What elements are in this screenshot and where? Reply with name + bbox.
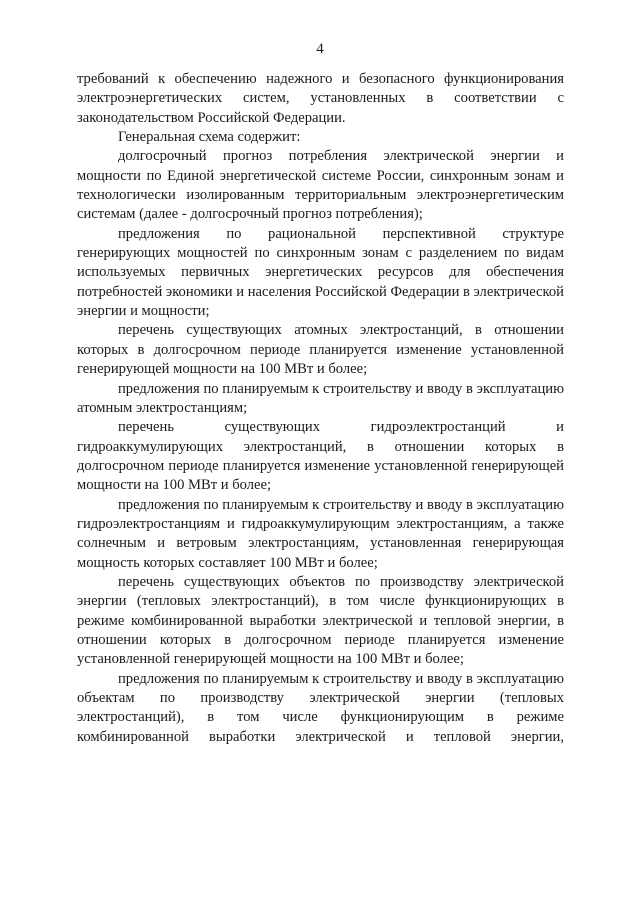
- paragraph-planned-hydro-solar-wind: предложения по планируемым к строительству и вводу в эксплуатацию гидроэлектростанциям и гидроаккумулирующим электростанциям, а также солнечным и ветровым электростанциям, установленная генерирующая мощность которых составляет 100 МВт и более;: [77, 496, 564, 571]
- paragraph-existing-hydro: перечень существующих гидроэлектростанций и гидроаккумулирующих электростанций, в отношении которых в долгосрочном периоде планируется изменение установленной генерирующей мощности на 100 МВт и более;: [77, 419, 564, 494]
- paragraph-planned-thermal: предложения по планируемым к строительству и вводу в эксплуатацию объектам по производству электрической энергии (тепловых электростанций), в том числе функционирующим в режиме комбинированной выработки электрической и тепловой энергии,: [77, 670, 564, 745]
- paragraph-generation-structure: предложения по рациональной перспективной структуре генерирующих мощностей по синхронным зонам с разделением по видам используемых первичных энергетических ресурсов для обеспечения потребностей экономики и населения Российской Федерации в электрической энергии и мощности;: [77, 225, 564, 320]
- page-number: 4: [316, 41, 324, 57]
- paragraph-existing-thermal: перечень существующих объектов по производству электрической энергии (тепловых электростанций), в том числе функционирующих в режиме комбинированной выработки электрической и тепловой энергии, в отношении которых в долгосрочном периоде планируется изменение установленной генерирующей мощности на 100 МВт и более;: [77, 573, 564, 668]
- paragraph-long-term-forecast: долгосрочный прогноз потребления электрической энергии и мощности по Единой энергетической системе России, синхронным зонам и технологически изолированным территориальным электроэнергетическим системам (далее - долгосрочный прогноз потребления);: [77, 148, 564, 223]
- paragraph-planned-nuclear: предложения по планируемым к строительству и вводу в эксплуатацию атомным электростанциям;: [77, 380, 564, 416]
- paragraph-continuation: требований к обеспечению надежного и безопасного функционирования электроэнергетических систем, установленных в соответствии с законодательством Российской Федерации.: [77, 71, 564, 126]
- document-body: [77, 70, 564, 747]
- paragraph-existing-nuclear: перечень существующих атомных электростанций, в отношении которых в долгосрочном периоде планируется изменение установленной генерирующей мощности на 100 МВт и более;: [77, 322, 564, 378]
- paragraph-schema-intro: Генеральная схема содержит:: [118, 129, 301, 146]
